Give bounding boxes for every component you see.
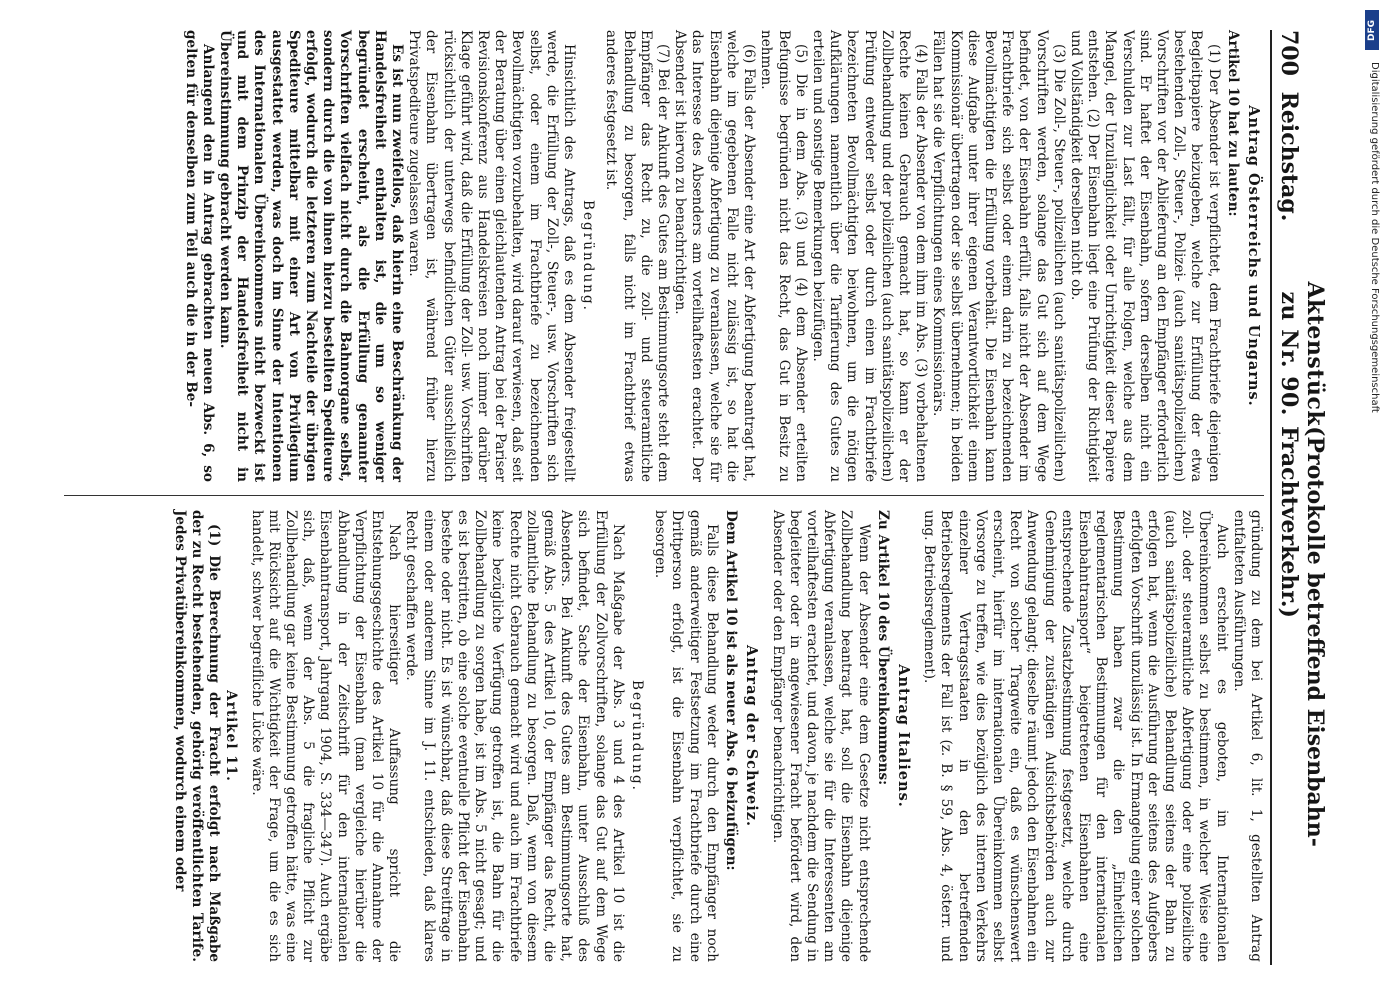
paragraph: Nach Maßgabe der Abs. 3 und 4 des Artikel 10 ist die Erfüllung der Zollvorschriften, solange das Gut auf dem Wege sich befindet, Sache der Eisenbahn, unter Ausschluß des Absenders. Bei Ankunft des Gutes am Bestimmungsorte hat, gemäß Abs. 5 des Artikel 10, der Empfänger das Recht, die zollamtliche Behandlung zu besorgen. Daß, wenn von diesem Rechte nicht Gebrauch gemacht wird und auch im Frachtbriefe keine bezügliche Verfügung getroffen ist, die Bahn für die Zollbehandlung zu sorgen habe, ist im Abs. 5 nicht gesagt; und es ist bestritten, ob eine solche eventuelle Pflicht der Eisenbahn bestehe oder nicht. Es ist wünschbar, daß diese Streitfrage in einem oder anderem Sinne im J. 11. entschieden, daß klares Recht geschaffen werde. — [403, 510, 626, 962]
rotated-page-wrapper — [50, 5, 1330, 985]
header-right: (Protokolle betreffend Eisenbahn-Frachtverkehr.) — [1276, 426, 1328, 847]
subheading-switzerland: Dem Artikel 10 ist als neuer Abs. 6 beizufügen: — [723, 510, 740, 871]
header-center: Aktenstück zu Nr. 90. — [1276, 281, 1328, 427]
digitization-credit: Digitalisierung gefördert durch die Deutsche Forschungsgemeinschaft — [1369, 62, 1380, 413]
subheading-art10: Artikel 10 hat zu lauten: — [1224, 30, 1241, 217]
paragraph: Wenn der Absender eine dem Gesetze nicht entsprechende Zollbehandlung beantragt hat, soll die Eisenbahn diejenige Abfertigung veranlassen, welche sie für die Interessenten am vorteilhaftesten erachtet, und davon, je nachdem die Sendung in begleiteter oder in angewiesener Fracht befördert wird, den Absender oder den Empfänger benachrichtigen. — [769, 510, 872, 962]
paragraph: Nach hierseitiger Auffassung spricht die Entstehungsgeschichte des Artikel 10 für die Annahme der Verpflichtung der Eisenbahn (man vergleiche hierüber die Abhandlung in der Zeitschrift für den internationalen Eisenbahntransport, Jahrgang 1904, S. 334—347). Auch ergäbe sich, daß, wenn der Abs. 5 die fragliche Pflicht zur Zollbehandlung gar keine Bestimmung getroffen hätte, was eine mit Rücksicht auf die Wichtigkeit der Frage, um die es sich handelt, schwer begreifliche Lücke wäre. — [248, 510, 403, 962]
subheading-italy: Zu Artikel 10 des Übereinkommens: — [874, 510, 891, 786]
page-header — [1270, 30, 1328, 965]
paragraph: Es ist nun zweifellos, daß hierin eine Beschränkung der Handelsfreiheit enthalten ist, die um so weniger begründet erscheint, als die Erfüllung genannter Vorschriften vielfach nicht durch die Bahnorgane selbst, sondern durch die von ihnen hierzu bestellten Spediteure erfolgt, wodurch die letzteren zum Nachteile der übrigen Spediteure mittelbar mit einer Art von Privilegium ausgestattet werden, was doch im Sinne der Intentionen des Internationalen Übereinkommens nicht bezweckt ist und mit dem Prinzip der Handelsfreiheit nicht in Übereinstimmung gebracht werden kann. — [217, 30, 406, 482]
begruendung-label: Begründung. — [629, 680, 646, 792]
header-left: Reichstag. — [1276, 91, 1302, 222]
document-page — [50, 5, 1330, 985]
dfg-logo: DFG — [1365, 10, 1379, 50]
begruendung-label: Begründung. — [580, 200, 597, 312]
paragraph: Hinsichtlich des Antrags, daß es dem Absender freigestellt werde, die Erfüllung der Zoll-, Steuer-, usw. Vorschriften sich selbst, oder einem im Frachtbriefe zu bezeichnenden Bevollmächtigten vorzubehalten, wird darauf verwiesen, daß seit der Beratung über einen gleichlautenden Antrag bei der Pariser Revisionskonferenz aus Handelskreisen noch immer darüber Klage geführt wird, daß die Erfüllung der Zoll- usw. Vorschriften rücksichtlich der unterwegs befindlichen Güter ausschließlich der Eisenbahn übertragen ist, während früher hierzu Privatspediteure zugelassen waren. — [406, 30, 578, 482]
paragraph: Anlangend den in Antrag gebrachten neuen Abs. 6, so gelten für denselben zum Teil auch die in der Be- — [182, 30, 216, 482]
page-number: 700 — [1276, 30, 1302, 76]
paragraph: (4) Falls der Absender von dem ihm im Abs. (3) vorbehaltenen Rechte keinen Gebrauch gemacht hat, so kann er der Zollbehandlung und der polizeilichen (auch sanitätspolizeilichen) Prüfung entweder selbst oder durch einen im Frachtbriefe bezeichneten Bevollmächtigten beiwohnen, um die nötigen Aufklärungen namentlich über die Tarifierung des Gutes zu erteilen und sonstige Bemerkungen beizufügen. — [809, 30, 930, 482]
section-heading-austria: Antrag Österreichs und Ungarns. — [1245, 105, 1262, 407]
paragraph: (1) Der Absender ist verpflichtet, dem Frachtbriefe diejenigen Begleitpapiere beizugeben, welche zur Erfüllung der etwa bestehenden Zoll-, Steuer-, Polizei- (auch sanitätspolizeilichen) Vorschriften vor der Ablieferung an den Empfänger erforderlich sind. Er haftet der Eisenbahn, sofern derselben nicht ein Verschulden zur Last fällt, für alle Folgen, welche aus dem Mangel, der Unzulänglichkeit oder Unrichtigkeit dieser Papiere entstehen. (2) Der Eisenbahn liegt eine Prüfung der Richtigkeit und Vollständigkeit derselben nicht ob. — [1067, 30, 1222, 482]
paragraph: (6) Falls der Absender eine Art der Abfertigung beantragt hat, welche im gegebenen Falle nicht zulässig ist, so hat die Eisenbahn diejenige Abfertigung zu veranlassen, welche sie für das Interesse des Absenders am vorteilhaftesten erachtet. Der Absender ist hiervon zu benachrichtigen. — [672, 30, 758, 482]
paragraph: gründung zu dem bei Artikel 6, lit. 1, gestellten Antrag entfalteten Ausführungen. — [1230, 510, 1264, 962]
right-column — [171, 510, 1264, 962]
paragraph: Falls diese Behandlung weder durch den Empfänger noch gemäß anderweitiger Festsetzung im Frachtbriefe durch eine Drittperson erfolgt, ist die Eisenbahn verpflichtet, sie zu besorgen. — [652, 510, 720, 962]
paragraph: (5) Die in dem Abs. (3) und (4) dem Absender erteilten Befugnisse begründen nicht das Recht, das Gut in Besitz zu nehmen. — [758, 30, 809, 482]
paragraph: (1) Die Berechnung der Fracht erfolgt nach Maßgabe der zu Recht bestehenden, gehörig veröffentlichten Tarife. Jedes Privatübereinkommen, wodurch einem oder — [171, 510, 223, 962]
paragraph: Auch erscheint es geboten, im Internationalen Übereinkommen selbst zu bestimmen, in welcher Weise eine zoll- oder steueramtliche Abfertigung oder eine polizeiliche (auch sanitätspolizeiliche) Behandlung seitens der Bahn zu erfolgen hat, wenn die Ausführung der seitens des Aufgebers erfolgten Vorschrift unzulässig ist. In Ermangelung einer solchen Bestimmung haben zwar die den „Einheitlichen reglementarischen Bestimmungen für den internationalen Eisenbahntransport“ beigetretenen Eisenbahnen eine entsprechende Zusatzbestimmung festgesetzt, welche durch Genehmigung der zuständigen Aufsichtsbehörden auch zur Anwendung gelangt; dieselbe räumt jedoch den Eisenbahnen ein Recht von solcher Tragweite ein, daß es wünschenswert erscheint, hierfür im internationalen Übereinkommen selbst Vorsorge zu treffen, wie dies bezüglich des internen Verkehrs einzelner Vertragsstaaten in den betreffenden Betriebsreglements der Fall ist (z. B. § 59, Abs. 4, österr. und ung. Betriebsreglement). — [921, 510, 1230, 962]
column-divider — [64, 495, 1264, 496]
left-column — [181, 30, 1264, 482]
section-heading-italy: Antrag Italiens. — [894, 664, 912, 808]
paragraph: (7) Bei der Ankunft des Gutes am Bestimmungsorte steht dem Empfänger das Recht zu, die zoll- und steueramtliche Behandlung zu besorgen, falls nicht im Frachtbrief etwas anderes festgesetzt ist. — [603, 30, 672, 482]
article-heading: Artikel 11. — [223, 690, 240, 782]
section-heading-switzerland: Antrag der Schweiz. — [743, 644, 761, 828]
paragraph: (3) Die Zoll-, Steuer-, polizeilichen (auch sanitätspolizeilichen) Vorschriften werden, solange das Gut sich auf dem Wege befindet, von der Eisenbahn erfüllt, falls nicht der Absender im Frachtbriefe sich selbst oder einem darin zu bezeichnenden Bevollmächtigten die Erfüllung vorbehält. Die Eisenbahn kann diese Aufgabe unter ihrer eigenen Verantwortlichkeit einem Kommissionär übertragen oder sie selbst übernehmen; in beiden Fällen hat sie die Verpflichtungen eines Kommissionärs. — [930, 30, 1067, 482]
